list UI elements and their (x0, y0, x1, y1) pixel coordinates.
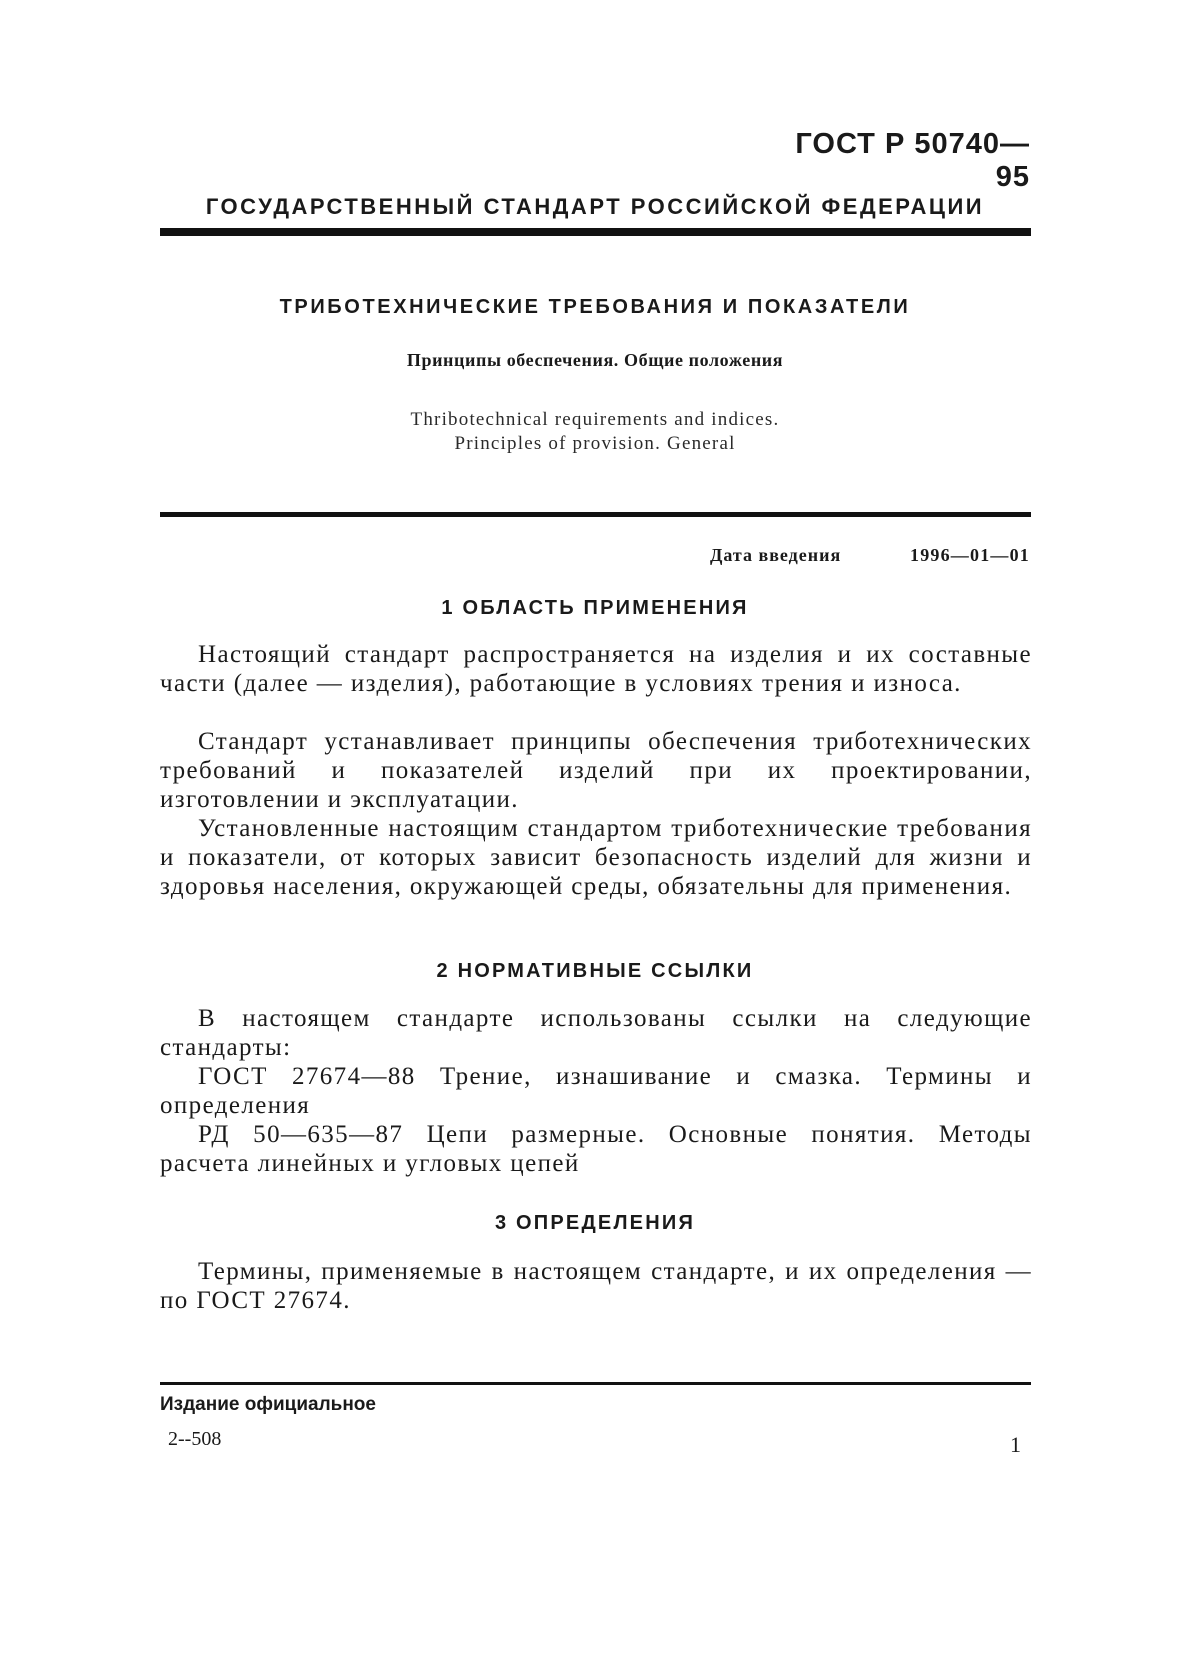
reference-item: РД 50—635—87 Цепи размерные. Основные понятия. Методы расчета линейных и угловых цепей (160, 1121, 1032, 1177)
print-code: 2--508 (168, 1428, 222, 1450)
paragraph: В настоящем стандарте использованы ссылки на следующие стандарты: (160, 1005, 1032, 1061)
section-heading: 3 ОПРЕДЕЛЕНИЯ (494, 1212, 696, 1234)
english-title (160, 408, 1030, 456)
document-title: ТРИБОТЕХНИЧЕСКИЕ ТРЕБОВАНИЯ И ПОКАЗАТЕЛИ (279, 296, 911, 318)
document-subtitle: Принципы обеспечения. Общие положения (406, 350, 784, 370)
section-heading: 2 НОРМАТИВНЫЕ ССЫЛКИ (436, 960, 754, 982)
header-divider (160, 228, 1031, 236)
english-title-line-2: Principles of provision. General (454, 433, 736, 454)
paragraph: Установленные настоящим стандартом триботехнические требования и показатели, от которых зависит безопасность изделий для жизни и здоровья населения, окружающей среды, обязательны для применения. (160, 815, 1032, 900)
paragraph: Стандарт устанавливает принципы обеспечения триботехнических требований и показателей изделий при их проектировании, изготовлении и эксплуатации. (160, 728, 1032, 813)
paragraph: Настоящий стандарт распространяется на изделия и их составные части (далее — изделия), работающие в условиях трения и износа. (160, 641, 1032, 697)
english-title-line-1: Thribotechnical requirements and indices. (410, 409, 780, 430)
reference-item: ГОСТ 27674—88 Трение, изнашивание и смазка. Термины и определения (160, 1063, 1032, 1119)
paragraph: Термины, применяемые в настоящем стандарте, и их определения — по ГОСТ 27674. (160, 1258, 1032, 1314)
intro-date-label: Дата введения (710, 545, 842, 565)
title-divider (160, 512, 1031, 517)
document-number: ГОСТ Р 50740—95 (795, 128, 1030, 193)
edition-note: Издание официальное (160, 1394, 376, 1415)
footer-divider (160, 1382, 1031, 1385)
intro-date-value: 1996—01—01 (910, 545, 1030, 565)
issuing-agency: ГОСУДАРСТВЕННЫЙ СТАНДАРТ РОССИЙСКОЙ ФЕДЕРАЦИИ (205, 194, 985, 219)
section-heading: 1 ОБЛАСТЬ ПРИМЕНЕНИЯ (441, 597, 749, 619)
page-number: 1 (1010, 1432, 1021, 1457)
